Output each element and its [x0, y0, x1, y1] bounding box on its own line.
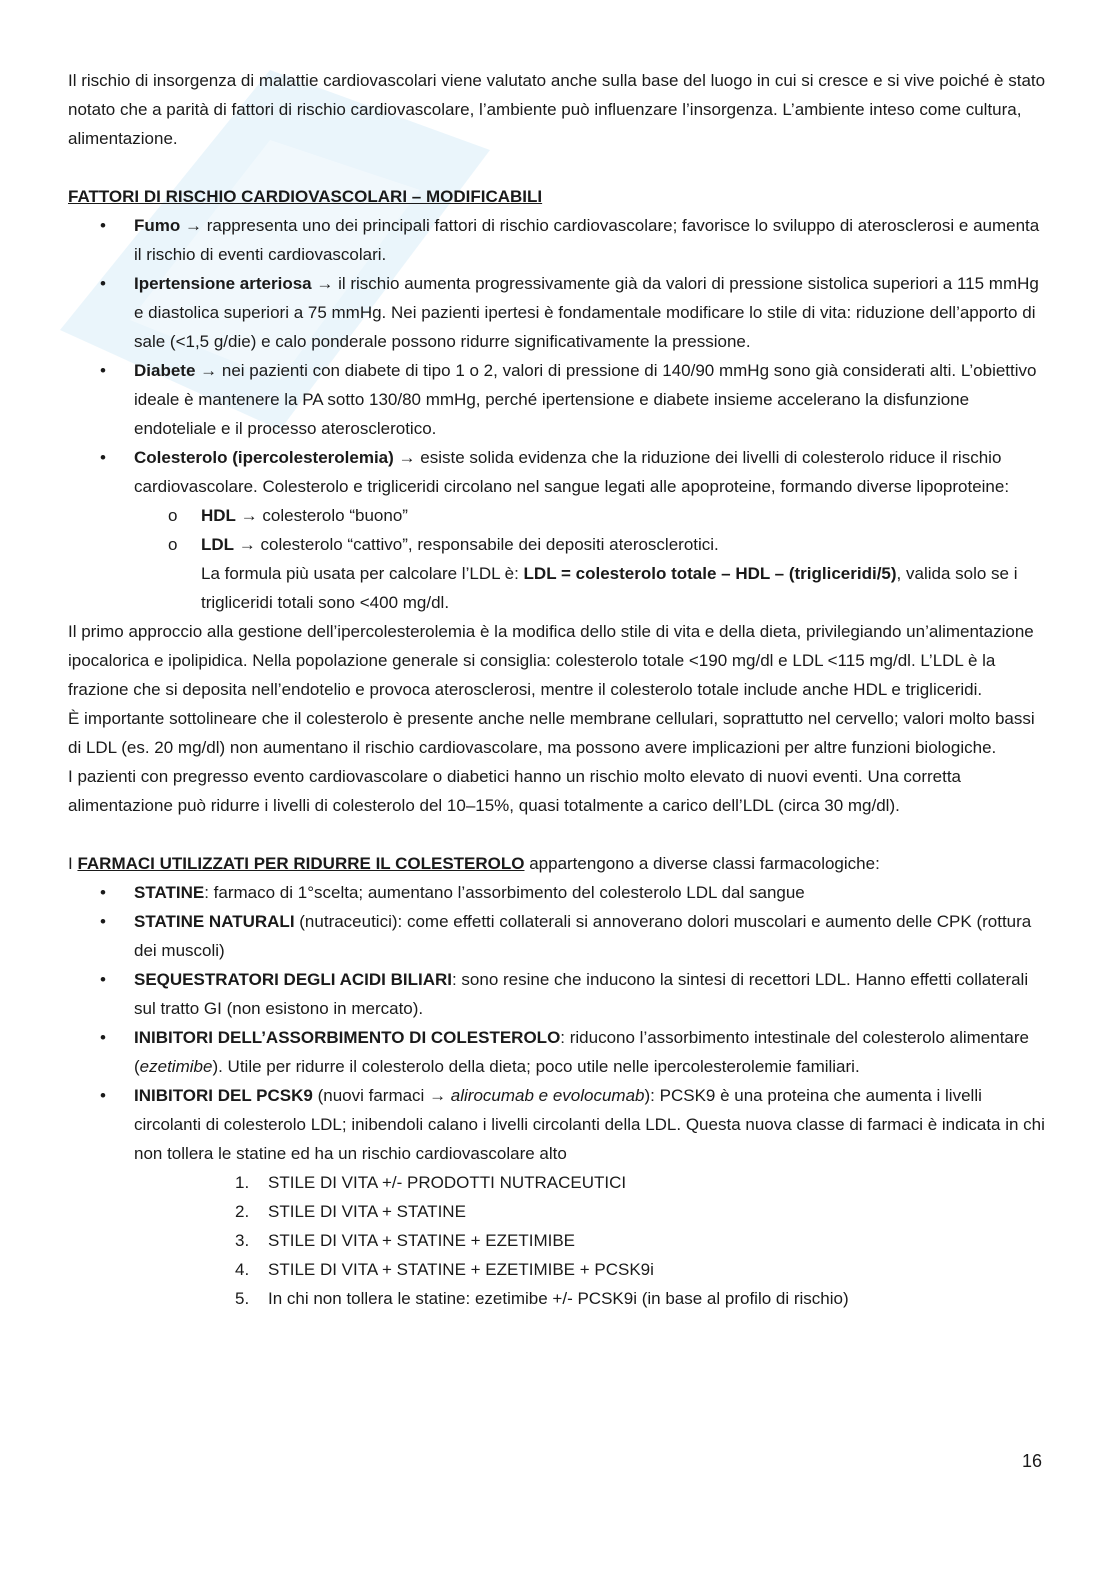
list-item: 2. STILE DI VITA + STATINE [235, 1202, 466, 1221]
treatment-steps-list [68, 1168, 1048, 1313]
list-item: 5. In chi non tollera le statine: ezetimibe +/- PCSK9i (in base al profilo di rischio) [235, 1289, 849, 1308]
list-item: 1. STILE DI VITA +/- PRODOTTI NUTRACEUTICI [235, 1173, 627, 1192]
list-item: • INIBITORI DEL PCSK9 (nuovi farmaci → alirocumab e evolocumab): PCSK9 è una proteina che aumenta i livelli circolanti di colesterolo LDL; inibendoli calano i livelli circolanti della LDL. Questa nuova classe di farmaci è indicata in chi non tollera le statine ed ha un rischio cardiovascolare alto [68, 1081, 1048, 1168]
section-heading-risk-factors: FATTORI DI RISCHIO CARDIOVASCOLARI – MODIFICABILI [68, 187, 543, 206]
ldl-formula-text: La formula più usata per calcolare l’LDL è: LDL = colesterolo totale – HDL – (trigliceridi/5), valida solo se i trigliceridi totali sono <400 mg/dl. [201, 564, 1018, 612]
list-item: • STATINE: farmaco di 1°scelta; aumentano l’assorbimento del colesterolo LDL dal sangue [68, 878, 1048, 907]
list-item: • SEQUESTRATORI DEGLI ACIDI BILIARI: sono resine che inducono la sintesi di recettori LDL. Hanno effetti collaterali sul tratto GI (non esistono in mercato). [68, 965, 1048, 1023]
intro-paragraph: Il rischio di insorgenza di malattie cardiovascolari viene valutato anche sulla base del luogo in cui si cresce e si vive poiché è stato notato che a parità di fattori di rischio cardiovascolare, l’ambiente può influenzare l’insorgenza. L’ambiente inteso come cultura, alimentazione. [68, 71, 1046, 148]
list-item: • Fumo → rappresenta uno dei principali fattori di rischio cardiovascolare; favorisce lo sviluppo di aterosclerosi e aumenta il rischio di eventi cardiovascolari. [68, 211, 1048, 269]
lipoprotein-list [134, 501, 1048, 617]
drug-class-list [68, 878, 1048, 1168]
list-item: • Ipertensione arteriosa → il rischio aumenta progressivamente già da valori di pressione sistolica superiori a 115 mmHg e diastolica superiori a 75 mmHg. Nei pazienti ipertesi è fondamentale modificare lo stile di vita: riduzione dell’apporto di sale (<1,5 g/die) e calo ponderale possono ridurre significativamente la pressione. [68, 269, 1048, 356]
list-item: 4. STILE DI VITA + STATINE + EZETIMIBE + PCSK9i [235, 1260, 654, 1279]
list-item: • Diabete → nei pazienti con diabete di tipo 1 o 2, valori di pressione di 140/90 mmHg sono già considerati alti. L’obiettivo ideale è mantenere la PA sotto 130/80 mmHg, perché ipertensione e diabete insieme accelerano la disfunzione endoteliale e il processo aterosclerotico. [68, 356, 1048, 443]
body-paragraph: I pazienti con pregresso evento cardiovascolare o diabetici hanno un rischio molto elevato di nuovi eventi. Una corretta alimentazione può ridurre i livelli di colesterolo del 10–15%, quasi totalmente a carico dell’LDL (circa 30 mg/dl). [68, 767, 962, 815]
section-heading-drugs: I FARMACI UTILIZZATI PER RIDURRE IL COLESTEROLO appartengono a diverse classi farmacologiche: [68, 854, 880, 873]
risk-factor-list [68, 211, 1048, 617]
body-paragraph: È importante sottolineare che il colesterolo è presente anche nelle membrane cellulari, soprattutto nel cervello; valori molto bassi di LDL (es. 20 mg/dl) non aumentano il rischio cardiovascolare, ma possono avere implicazioni per altre funzioni biologiche. [68, 709, 1035, 757]
body-paragraph: Il primo approccio alla gestione dell’ipercolesterolemia è la modifica dello stile di vita e della dieta, privilegiando un’alimentazione ipocalorica e ipolipidica. Nella popolazione generale si consiglia: colesterolo totale <190 mg/dl e LDL <115 mg/dl. L’LDL è la frazione che si deposita nell’endotelio e provoca aterosclerosi, mentre il colesterolo totale include anche HDL e trigliceridi. [68, 622, 1034, 699]
list-item: 3. STILE DI VITA + STATINE + EZETIMIBE [235, 1231, 576, 1250]
list-item: • INIBITORI DELL’ASSORBIMENTO DI COLESTEROLO: riducono l’assorbimento intestinale del colesterolo alimentare (ezetimibe). Utile per ridurre il colesterolo della dieta; poco utile nelle ipercolesterolemie familiari. [68, 1023, 1048, 1081]
list-item: o LDL → colesterolo “cattivo”, responsabile dei depositi aterosclerotici. La formula più usata per calcolare l’LDL è: LDL = colesterolo totale – HDL – (trigliceridi/5), valida solo se i trigliceridi totali sono <400 mg/dl. [134, 530, 1048, 617]
list-item: • Colesterolo (ipercolesterolemia) → esiste solida evidenza che la riduzione dei livelli di colesterolo riduce il rischio cardiovascolare. Colesterolo e trigliceridi circolano nel sangue legati alle apoproteine, formando diverse lipoproteine: o HDL → colesterolo “buono” o LDL → colesterolo “cattivo”, responsabile dei depositi aterosclerotici. La formula più usata per calcolare l’LDL è: LDL = colesterolo totale – HDL – (trigliceridi/5), valida solo se i trigliceridi totali sono <400 mg/dl. [68, 443, 1048, 617]
list-item: o HDL → colesterolo “buono” [134, 501, 1048, 530]
list-item: • STATINE NATURALI (nutraceutici): come effetti collaterali si annoverano dolori muscolari e aumento delle CPK (rottura dei muscoli) [68, 907, 1048, 965]
document-content [68, 66, 1048, 1313]
page-number: 16 [1021, 1451, 1042, 1471]
